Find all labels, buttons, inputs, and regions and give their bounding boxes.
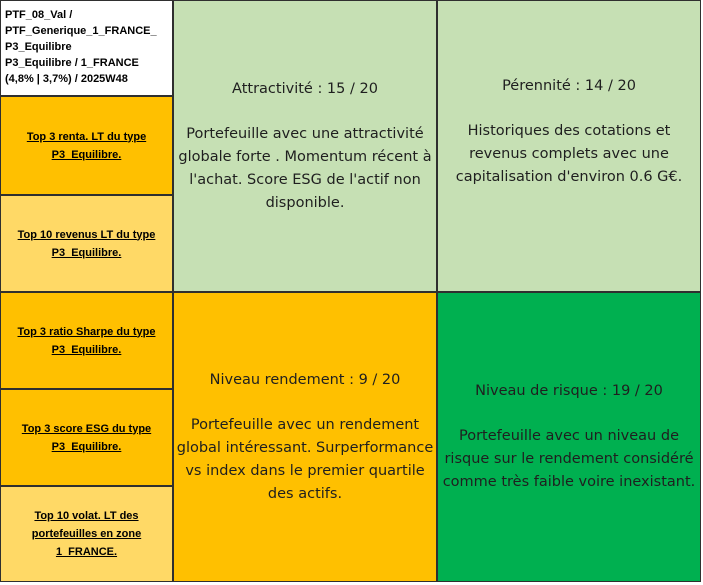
top10-revenus-link[interactable] <box>0 195 173 292</box>
attractivite-title: Attractivité : 15 / 20 <box>232 80 378 97</box>
perennite-panel <box>437 0 701 292</box>
risque-title: Niveau de risque : 19 / 20 <box>475 383 663 399</box>
top10-volat-link[interactable] <box>0 486 173 582</box>
risque-panel <box>437 292 701 582</box>
rendement-panel <box>173 292 437 582</box>
top3-sharpe-link[interactable] <box>0 292 173 389</box>
attractivite-panel <box>173 0 437 292</box>
perennite-text: Historiques des cotations et revenus complets avec une capitalisation d'environ 0.6 G€. <box>455 123 683 185</box>
rendement-text: Portefeuille avec un rendement global intéressant. Surperformance vs index dans le premier quartile des actifs. <box>176 416 434 502</box>
rendement-title: Niveau rendement : 9 / 20 <box>209 371 401 388</box>
top3-renta-link[interactable] <box>0 96 173 195</box>
link-label: Top 3 ratio Sharpe du type P3_Equilibre. <box>17 325 156 356</box>
header-line: P3_Equilibre / 1_FRANCE <box>5 57 139 69</box>
header-line: PTF_Generique_1_FRANCE_ <box>5 25 157 37</box>
perennite-title: Pérennité : 14 / 20 <box>502 78 636 94</box>
header-line: PTF_08_Val / <box>5 9 73 21</box>
risque-text: Portefeuille avec un niveau de risque sur le rendement considéré comme très faible voire inexistant. <box>442 428 696 490</box>
link-label: Top 10 revenus LT du type P3_Equilibre. <box>17 228 156 259</box>
attractivite-text: Portefeuille avec une attractivité globale forte . Momentum récent à l'achat. Score ESG de l'actif non disponible. <box>178 125 432 211</box>
portfolio-header <box>0 0 173 96</box>
header-line: (4,8% | 3,7%) / 2025W48 <box>5 73 128 85</box>
header-line: P3_Equilibre <box>5 41 72 53</box>
link-label: Top 10 volat. LT des portefeuilles en zone 1_FRANCE. <box>31 510 142 558</box>
top3-esg-link[interactable] <box>0 389 173 486</box>
link-label: Top 3 renta. LT du type P3_Equilibre. <box>26 130 147 161</box>
link-label: Top 3 score ESG du type P3_Equilibre. <box>21 422 152 453</box>
